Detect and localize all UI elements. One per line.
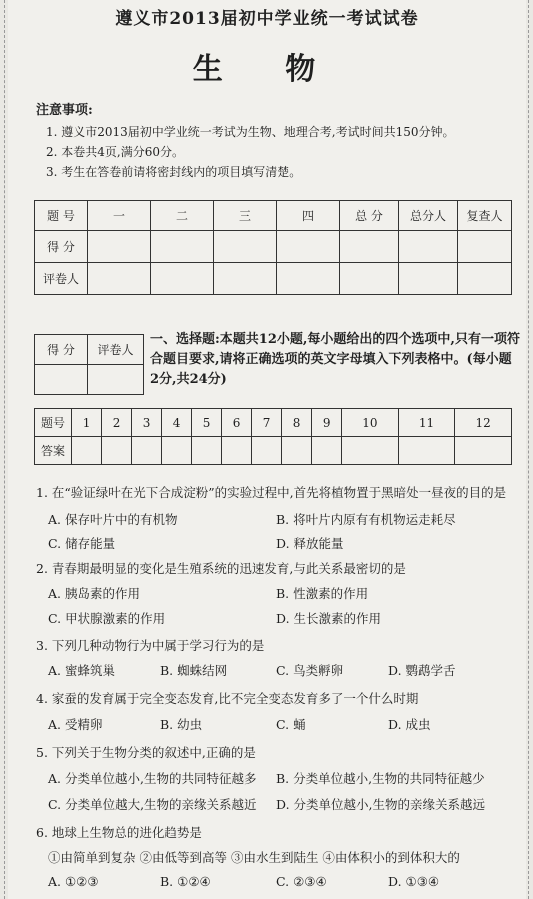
option-d[interactable]: D. 分类单位越小,生物的亲缘关系越远: [276, 797, 485, 812]
table-header: 题 号: [35, 201, 88, 231]
score-cell[interactable]: [340, 231, 399, 263]
answer-number: 12: [455, 409, 512, 437]
option-a[interactable]: A. 胰岛素的作用: [48, 586, 140, 601]
score-cell[interactable]: [88, 263, 151, 295]
answer-cell[interactable]: [102, 437, 132, 465]
exam-page: [8, 0, 526, 899]
answer-number: 11: [398, 409, 455, 437]
binding-line: [4, 0, 5, 899]
option-b[interactable]: B. 分类单位越小,生物的共同特征越少: [276, 771, 485, 786]
option-d[interactable]: D. 生长激素的作用: [276, 611, 382, 626]
answer-number: 9: [312, 409, 342, 437]
table-header: 复查人: [458, 201, 512, 231]
notice-item: 1. 遵义市2013届初中学业统一考试为生物、地理合考,考试时间共150分钟。: [46, 125, 455, 139]
option-b[interactable]: B. 蜘蛛结网: [160, 663, 228, 678]
question-statements: ①由简单到复杂 ②由低等到高等 ③由水生到陆生 ④由体积小的到体积大的: [48, 850, 460, 865]
answer-cell[interactable]: [455, 437, 512, 465]
row-label: 评卷人: [35, 263, 88, 295]
score-cell[interactable]: [151, 231, 214, 263]
notice-heading: 注意事项:: [36, 103, 93, 118]
score-cell[interactable]: [88, 231, 151, 263]
score-cell[interactable]: [399, 263, 458, 295]
score-cell[interactable]: [151, 263, 214, 295]
table-header: 三: [214, 201, 277, 231]
option-d[interactable]: D. 成虫: [388, 717, 431, 732]
answer-number: 4: [162, 409, 192, 437]
exam-title: 遵义市2013届初中学业统一考试试卷: [115, 9, 419, 29]
answer-cell[interactable]: [398, 437, 455, 465]
score-cell[interactable]: [340, 263, 399, 295]
option-b[interactable]: B. 性激素的作用: [276, 586, 369, 601]
answer-cell[interactable]: [162, 437, 192, 465]
option-b[interactable]: B. 将叶片内原有有机物运走耗尽: [276, 512, 456, 527]
answer-header-label: 题号: [35, 409, 72, 437]
grader-cell[interactable]: [35, 365, 88, 395]
option-a[interactable]: A. 蜜蜂筑巢: [48, 663, 115, 678]
option-c[interactable]: C. 储存能量: [48, 536, 116, 551]
table-header: 一: [88, 201, 151, 231]
section-title: 一、选择题:本题共12小题,每小题给出的四个选项中,只有一项符合题目要求,请将正确选项的英文字母填入下列表格中。(每小题2分,共24分): [150, 332, 520, 387]
score-cell[interactable]: [399, 231, 458, 263]
answer-cell[interactable]: [312, 437, 342, 465]
answer-cell[interactable]: [252, 437, 282, 465]
score-cell[interactable]: [277, 263, 340, 295]
score-table: [34, 200, 512, 295]
table-header: 四: [277, 201, 340, 231]
answer-cell[interactable]: [132, 437, 162, 465]
score-cell[interactable]: [458, 263, 512, 295]
score-cell[interactable]: [277, 231, 340, 263]
option-c[interactable]: C. 分类单位越大,生物的亲缘关系越近: [48, 797, 257, 812]
option-a[interactable]: A. ①②③: [48, 874, 99, 889]
score-cell[interactable]: [214, 231, 277, 263]
score-cell[interactable]: [214, 263, 277, 295]
binding-line: [528, 0, 529, 899]
option-c[interactable]: C. 蛹: [276, 717, 306, 732]
grader-box: [34, 334, 144, 395]
option-a[interactable]: A. 保存叶片中的有机物: [48, 512, 178, 527]
question-stem: 1. 在“验证绿叶在光下合成淀粉”的实验过程中,首先将植物置于黑暗处一昼夜的目的是: [36, 485, 507, 500]
question-stem: 2. 青春期最明显的变化是生殖系统的迅速发育,与此关系最密切的是: [36, 561, 406, 576]
option-c[interactable]: C. 鸟类孵卵: [276, 663, 344, 678]
answer-row-label: 答案: [35, 437, 72, 465]
row-label: 得 分: [35, 231, 88, 263]
table-header: 总分人: [399, 201, 458, 231]
notice-item: 2. 本卷共4页,满分60分。: [46, 145, 184, 159]
grader-label: 得 分: [35, 335, 88, 365]
answer-number: 2: [102, 409, 132, 437]
question-stem: 4. 家蚕的发育属于完全变态发育,比不完全变态发育多了一个什么时期: [36, 691, 419, 706]
answer-number: 5: [192, 409, 222, 437]
option-d[interactable]: D. 鹦鹉学舌: [388, 663, 456, 678]
question-stem: 6. 地球上生物总的进化趋势是: [36, 825, 202, 840]
answer-cell[interactable]: [282, 437, 312, 465]
answer-table: [34, 408, 512, 465]
question-stem: 5. 下列关于生物分类的叙述中,正确的是: [36, 745, 256, 760]
answer-cell[interactable]: [342, 437, 399, 465]
answer-number: 10: [342, 409, 399, 437]
option-c[interactable]: C. ②③④: [276, 874, 327, 889]
answer-number: 6: [222, 409, 252, 437]
notice-item: 3. 考生在答卷前请将密封线内的项目填写清楚。: [46, 165, 302, 179]
option-c[interactable]: C. 甲状腺激素的作用: [48, 611, 166, 626]
option-b[interactable]: B. 幼虫: [160, 717, 203, 732]
answer-number: 3: [132, 409, 162, 437]
option-b[interactable]: B. ①②④: [160, 874, 211, 889]
option-a[interactable]: A. 分类单位越小,生物的共同特征越多: [48, 771, 257, 786]
question-stem: 3. 下列几种动物行为中属于学习行为的是: [36, 638, 265, 653]
table-header: 二: [151, 201, 214, 231]
answer-number: 1: [72, 409, 102, 437]
option-a[interactable]: A. 受精卵: [48, 717, 103, 732]
score-cell[interactable]: [458, 231, 512, 263]
answer-number: 8: [282, 409, 312, 437]
option-d[interactable]: D. 释放能量: [276, 536, 344, 551]
answer-cell[interactable]: [222, 437, 252, 465]
grader-cell[interactable]: [88, 365, 144, 395]
grader-label: 评卷人: [88, 335, 144, 365]
answer-cell[interactable]: [72, 437, 102, 465]
subject-title: 生 物: [192, 52, 342, 87]
table-header: 总 分: [340, 201, 399, 231]
answer-cell[interactable]: [192, 437, 222, 465]
answer-number: 7: [252, 409, 282, 437]
option-d[interactable]: D. ①③④: [388, 874, 440, 889]
